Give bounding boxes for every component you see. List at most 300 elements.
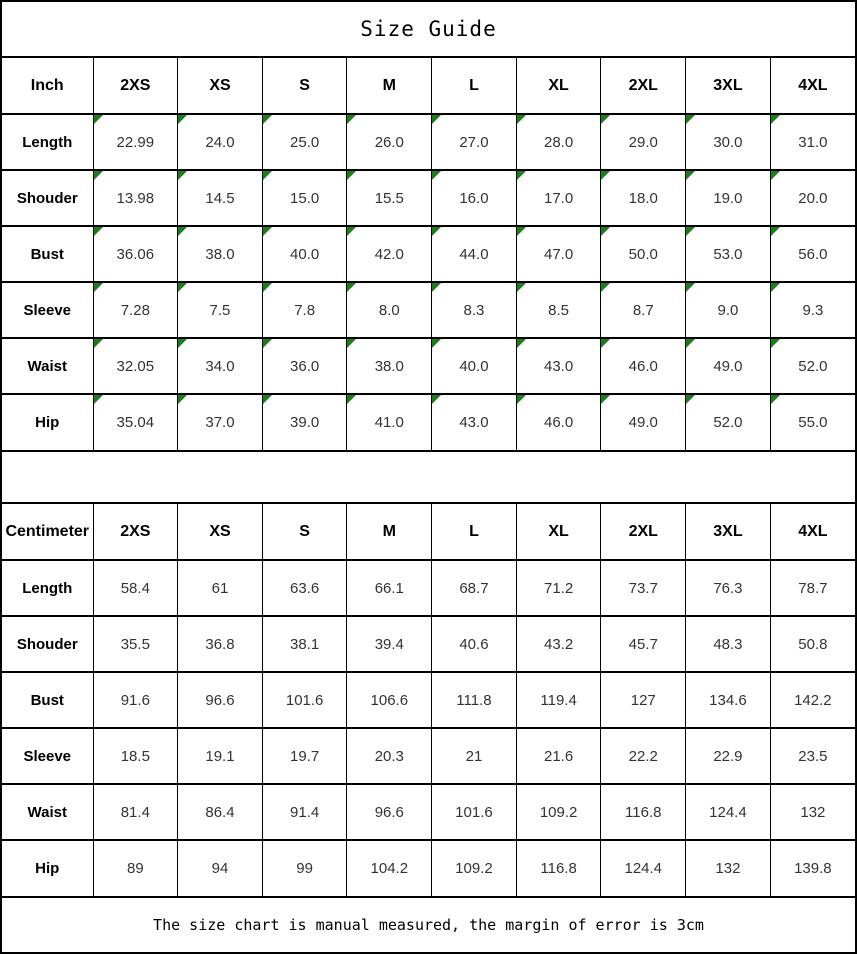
size-value: 55.0 — [798, 414, 828, 431]
size-value-cell — [686, 394, 771, 450]
green-corner-marker-icon — [347, 395, 356, 404]
size-value: 96.6 — [205, 691, 235, 709]
size-value-cell — [601, 616, 686, 672]
size-value-cell — [686, 728, 771, 784]
size-value-cell — [686, 840, 771, 896]
size-header-cell: 4XL — [770, 58, 855, 114]
size-value-cell — [601, 114, 686, 170]
green-corner-marker-icon — [178, 227, 187, 236]
green-corner-marker-icon — [517, 283, 526, 292]
size-value: 17.0 — [544, 189, 574, 207]
size-value-cell — [347, 226, 432, 282]
size-value: 19.0 — [713, 189, 743, 207]
measurement-label: Hip — [2, 840, 93, 896]
green-corner-marker-icon — [94, 115, 103, 124]
size-value-cell — [516, 672, 601, 728]
size-value: 76.3 — [713, 579, 743, 597]
size-value: 23.5 — [798, 747, 828, 765]
size-value-cell — [516, 394, 601, 450]
table-row — [2, 784, 855, 840]
size-value-cell — [770, 616, 855, 672]
size-value-cell — [516, 784, 601, 840]
size-value: 13.98 — [116, 189, 155, 207]
size-value-cell — [516, 226, 601, 282]
size-value-cell — [178, 672, 263, 728]
size-value: 18.5 — [120, 747, 150, 765]
size-value-cell — [516, 728, 601, 784]
size-value-cell — [686, 784, 771, 840]
green-corner-marker-icon — [771, 395, 780, 404]
size-value: 94 — [211, 860, 229, 877]
cm-size-table — [2, 504, 855, 896]
size-value: 32.05 — [116, 357, 155, 375]
size-value: 39.0 — [290, 414, 320, 431]
green-corner-marker-icon — [601, 339, 610, 348]
size-value: 22.2 — [628, 747, 658, 765]
size-value: 116.8 — [625, 803, 662, 821]
size-value: 104.2 — [370, 860, 409, 877]
size-header-cell: XL — [516, 58, 601, 114]
cm-table-body — [2, 560, 855, 896]
size-value: 8.7 — [632, 301, 654, 319]
size-value-cell — [178, 338, 263, 394]
size-value-cell — [686, 616, 771, 672]
size-value-cell — [686, 114, 771, 170]
size-value-cell — [262, 226, 347, 282]
size-value-cell — [516, 282, 601, 338]
green-corner-marker-icon — [263, 339, 272, 348]
size-value: 71.2 — [544, 579, 574, 597]
size-value-cell — [601, 728, 686, 784]
green-corner-marker-icon — [517, 227, 526, 236]
size-value: 119.4 — [540, 691, 577, 709]
size-value-cell — [347, 170, 432, 226]
green-corner-marker-icon — [178, 115, 187, 124]
size-value-cell — [347, 338, 432, 394]
size-value-cell — [432, 338, 517, 394]
size-value-cell — [601, 338, 686, 394]
green-corner-marker-icon — [601, 227, 610, 236]
size-value-cell — [178, 616, 263, 672]
size-value: 22.99 — [116, 133, 155, 151]
size-value-cell — [347, 784, 432, 840]
measurement-label: Length — [2, 114, 93, 170]
size-value-cell — [93, 114, 178, 170]
size-value: 139.8 — [794, 860, 832, 877]
size-value: 40.0 — [459, 357, 489, 375]
size-value: 31.0 — [798, 133, 828, 151]
size-value: 45.7 — [628, 635, 658, 653]
size-value-cell — [770, 394, 855, 450]
size-value: 49.0 — [713, 357, 743, 375]
measurement-label: Waist — [2, 784, 93, 840]
size-value-cell — [178, 728, 263, 784]
size-value: 132 — [800, 803, 826, 821]
size-value: 19.1 — [205, 747, 235, 765]
green-corner-marker-icon — [601, 115, 610, 124]
size-value: 35.04 — [116, 414, 155, 431]
size-header-cell: S — [262, 58, 347, 114]
inch-header-row — [2, 58, 855, 114]
size-value: 124.4 — [709, 803, 747, 821]
size-value-cell — [347, 560, 432, 616]
size-value-cell — [432, 728, 517, 784]
green-corner-marker-icon — [432, 171, 441, 180]
size-value: 35.5 — [120, 635, 150, 653]
size-header-cell: 2XS — [93, 504, 178, 560]
green-corner-marker-icon — [771, 339, 780, 348]
size-value: 43.0 — [544, 357, 574, 375]
size-value: 34.0 — [205, 357, 235, 375]
size-value: 81.4 — [120, 803, 150, 821]
green-corner-marker-icon — [347, 227, 356, 236]
green-corner-marker-icon — [517, 339, 526, 348]
size-header-cell: 2XL — [601, 58, 686, 114]
size-value: 73.7 — [628, 579, 658, 597]
size-value-cell — [770, 840, 855, 896]
size-value-cell — [686, 672, 771, 728]
green-corner-marker-icon — [517, 115, 526, 124]
size-value: 25.0 — [290, 133, 320, 151]
size-value-cell — [178, 114, 263, 170]
size-value-cell — [262, 672, 347, 728]
green-corner-marker-icon — [178, 339, 187, 348]
measurement-label: Bust — [2, 226, 93, 282]
size-value-cell — [432, 394, 517, 450]
table-row — [2, 170, 855, 226]
measurement-label: Shouder — [2, 616, 93, 672]
green-corner-marker-icon — [263, 171, 272, 180]
table-row — [2, 226, 855, 282]
size-value-cell — [432, 226, 517, 282]
inch-size-table — [2, 58, 855, 450]
size-value-cell — [262, 728, 347, 784]
size-value: 21.6 — [544, 747, 574, 765]
size-value-cell — [262, 394, 347, 450]
size-value: 36.06 — [116, 245, 155, 263]
size-value: 46.0 — [628, 357, 658, 375]
measurement-label: Sleeve — [2, 728, 93, 784]
size-value-cell — [686, 560, 771, 616]
size-value: 109.2 — [455, 860, 493, 877]
size-value: 61 — [211, 579, 229, 597]
size-guide-title: Size Guide — [2, 2, 855, 58]
green-corner-marker-icon — [347, 283, 356, 292]
measurement-label: Waist — [2, 338, 93, 394]
size-value: 29.0 — [628, 133, 658, 151]
size-value-cell — [770, 672, 855, 728]
green-corner-marker-icon — [432, 115, 441, 124]
size-value-cell — [601, 394, 686, 450]
size-header-cell: L — [432, 58, 517, 114]
size-value: 18.0 — [628, 189, 658, 207]
table-row — [2, 672, 855, 728]
size-value: 26.0 — [374, 133, 404, 151]
green-corner-marker-icon — [178, 283, 187, 292]
size-value: 30.0 — [713, 133, 743, 151]
size-value-cell — [432, 560, 517, 616]
table-row — [2, 114, 855, 170]
green-corner-marker-icon — [432, 339, 441, 348]
size-value-cell — [347, 728, 432, 784]
size-value: 43.2 — [544, 635, 574, 653]
green-corner-marker-icon — [94, 395, 103, 404]
size-value-cell — [178, 784, 263, 840]
size-value: 15.5 — [374, 189, 404, 207]
size-value: 14.5 — [205, 189, 235, 207]
size-value: 53.0 — [713, 245, 743, 263]
size-value: 91.6 — [120, 691, 150, 709]
green-corner-marker-icon — [94, 171, 103, 180]
size-value-cell — [432, 672, 517, 728]
size-value-cell — [93, 282, 178, 338]
size-header-cell: XL — [516, 504, 601, 560]
green-corner-marker-icon — [263, 283, 272, 292]
size-value-cell — [262, 784, 347, 840]
size-value-cell — [262, 114, 347, 170]
size-value: 52.0 — [713, 414, 743, 431]
size-value-cell — [93, 394, 178, 450]
size-value: 38.0 — [205, 245, 235, 263]
table-row — [2, 840, 855, 896]
table-row — [2, 282, 855, 338]
size-value: 37.0 — [205, 414, 235, 431]
measurement-label: Hip — [2, 394, 93, 450]
size-value-cell — [770, 282, 855, 338]
size-value: 91.4 — [290, 803, 320, 821]
footer-note: The size chart is manual measured, the margin of error is 3cm — [2, 896, 855, 952]
size-value-cell — [770, 114, 855, 170]
size-value: 7.8 — [294, 301, 316, 319]
size-value-cell — [262, 282, 347, 338]
green-corner-marker-icon — [94, 227, 103, 236]
green-corner-marker-icon — [178, 395, 187, 404]
size-value-cell — [770, 226, 855, 282]
size-value-cell — [432, 840, 517, 896]
size-value-cell — [432, 616, 517, 672]
size-header-cell: 3XL — [686, 504, 771, 560]
size-value: 20.0 — [798, 189, 828, 207]
size-value-cell — [178, 226, 263, 282]
size-value-cell — [93, 560, 178, 616]
size-value: 101.6 — [455, 803, 493, 821]
green-corner-marker-icon — [686, 283, 695, 292]
size-value: 106.6 — [370, 691, 409, 709]
size-value: 21 — [465, 747, 483, 765]
size-value-cell — [262, 616, 347, 672]
table-row — [2, 728, 855, 784]
size-value: 7.5 — [209, 301, 231, 319]
measurement-label: Length — [2, 560, 93, 616]
size-value-cell — [347, 394, 432, 450]
size-value: 96.6 — [374, 803, 404, 821]
size-value: 43.0 — [459, 414, 489, 431]
table-row — [2, 560, 855, 616]
size-value: 99 — [296, 860, 313, 877]
size-value: 49.0 — [628, 414, 658, 431]
size-value: 142.2 — [794, 691, 832, 709]
size-value-cell — [601, 672, 686, 728]
size-value-cell — [686, 226, 771, 282]
size-value-cell — [516, 338, 601, 394]
measurement-label: Sleeve — [2, 282, 93, 338]
table-row — [2, 394, 855, 450]
measurement-label: Bust — [2, 672, 93, 728]
size-value: 28.0 — [544, 133, 574, 151]
size-value: 132 — [715, 860, 741, 877]
green-corner-marker-icon — [771, 171, 780, 180]
green-corner-marker-icon — [517, 395, 526, 404]
size-value-cell — [347, 672, 432, 728]
green-corner-marker-icon — [601, 171, 610, 180]
size-value: 38.1 — [290, 635, 320, 653]
size-value-cell — [432, 170, 517, 226]
size-value: 41.0 — [374, 414, 404, 431]
size-value-cell — [178, 170, 263, 226]
size-value-cell — [93, 672, 178, 728]
table-row — [2, 338, 855, 394]
size-value: 16.0 — [459, 189, 489, 207]
size-value-cell — [770, 560, 855, 616]
size-value-cell — [770, 784, 855, 840]
unit-header-cell: Inch — [2, 58, 93, 114]
size-value-cell — [347, 840, 432, 896]
green-corner-marker-icon — [771, 227, 780, 236]
size-value: 24.0 — [205, 133, 235, 151]
size-value: 39.4 — [374, 635, 404, 653]
green-corner-marker-icon — [432, 227, 441, 236]
size-value: 8.0 — [378, 301, 400, 319]
size-value-cell — [178, 840, 263, 896]
unit-header-cell: Centimeter — [2, 504, 93, 560]
size-value-cell — [93, 170, 178, 226]
size-value: 22.9 — [713, 747, 743, 765]
size-value-cell — [601, 840, 686, 896]
size-value-cell — [516, 840, 601, 896]
green-corner-marker-icon — [771, 283, 780, 292]
size-header-cell: XS — [178, 58, 263, 114]
green-corner-marker-icon — [686, 339, 695, 348]
size-value-cell — [770, 338, 855, 394]
size-value: 124.4 — [624, 860, 663, 877]
size-value: 46.0 — [544, 414, 574, 431]
size-value-cell — [93, 840, 178, 896]
green-corner-marker-icon — [432, 283, 441, 292]
size-value: 116.8 — [540, 860, 577, 877]
size-value-cell — [601, 784, 686, 840]
size-header-cell: XS — [178, 504, 263, 560]
green-corner-marker-icon — [347, 171, 356, 180]
size-value: 48.3 — [713, 635, 743, 653]
green-corner-marker-icon — [94, 339, 103, 348]
size-value-cell — [93, 616, 178, 672]
size-value-cell — [347, 114, 432, 170]
size-value: 36.0 — [290, 357, 320, 375]
green-corner-marker-icon — [686, 395, 695, 404]
size-value-cell — [601, 170, 686, 226]
size-value-cell — [93, 338, 178, 394]
size-value-cell — [601, 282, 686, 338]
inch-table-body — [2, 114, 855, 450]
size-value: 111.8 — [456, 691, 492, 709]
size-value: 50.8 — [798, 635, 828, 653]
size-value-cell — [686, 282, 771, 338]
green-corner-marker-icon — [686, 171, 695, 180]
size-value: 89 — [126, 860, 144, 877]
size-value: 86.4 — [205, 803, 235, 821]
size-value-cell — [93, 728, 178, 784]
size-value-cell — [686, 170, 771, 226]
size-value: 101.6 — [285, 691, 324, 709]
green-corner-marker-icon — [601, 283, 610, 292]
green-corner-marker-icon — [347, 339, 356, 348]
size-value-cell — [432, 282, 517, 338]
size-value-cell — [347, 616, 432, 672]
size-header-cell: 2XL — [601, 504, 686, 560]
size-header-cell: M — [347, 58, 432, 114]
size-value: 47.0 — [544, 245, 574, 263]
size-value: 20.3 — [374, 747, 404, 765]
green-corner-marker-icon — [432, 395, 441, 404]
size-value: 44.0 — [459, 245, 489, 263]
cm-header-row — [2, 504, 855, 560]
size-value-cell — [262, 338, 347, 394]
size-header-cell: S — [262, 504, 347, 560]
size-value-cell — [262, 840, 347, 896]
size-value: 15.0 — [290, 189, 320, 207]
size-value-cell — [601, 560, 686, 616]
size-value-cell — [686, 338, 771, 394]
size-value: 52.0 — [798, 357, 828, 375]
table-row — [2, 616, 855, 672]
size-value: 40.0 — [290, 245, 320, 263]
size-header-cell: 2XS — [93, 58, 178, 114]
green-corner-marker-icon — [686, 115, 695, 124]
green-corner-marker-icon — [771, 115, 780, 124]
size-header-cell: L — [432, 504, 517, 560]
size-value: 50.0 — [628, 245, 658, 263]
size-value-cell — [432, 114, 517, 170]
size-value: 68.7 — [459, 579, 489, 597]
size-value: 8.3 — [463, 301, 485, 319]
size-value-cell — [516, 114, 601, 170]
size-value-cell — [516, 560, 601, 616]
measurement-label: Shouder — [2, 170, 93, 226]
size-value: 9.3 — [802, 301, 824, 319]
size-value: 127 — [630, 691, 656, 709]
size-value: 134.6 — [709, 691, 747, 709]
size-value: 63.6 — [290, 579, 320, 597]
size-value: 42.0 — [374, 245, 404, 263]
size-value: 9.0 — [717, 301, 739, 319]
size-value: 40.6 — [459, 635, 489, 653]
size-value: 58.4 — [120, 579, 150, 597]
size-header-cell: M — [347, 504, 432, 560]
size-value: 19.7 — [290, 747, 320, 765]
size-value-cell — [516, 616, 601, 672]
size-value-cell — [178, 282, 263, 338]
green-corner-marker-icon — [94, 283, 103, 292]
size-value-cell — [178, 560, 263, 616]
size-value-cell — [93, 226, 178, 282]
size-value: 66.1 — [374, 579, 404, 597]
size-value: 7.28 — [120, 301, 150, 319]
size-value-cell — [262, 560, 347, 616]
size-value: 27.0 — [459, 133, 489, 151]
size-value: 8.5 — [548, 301, 570, 319]
green-corner-marker-icon — [178, 171, 187, 180]
size-value: 109.2 — [539, 803, 578, 821]
